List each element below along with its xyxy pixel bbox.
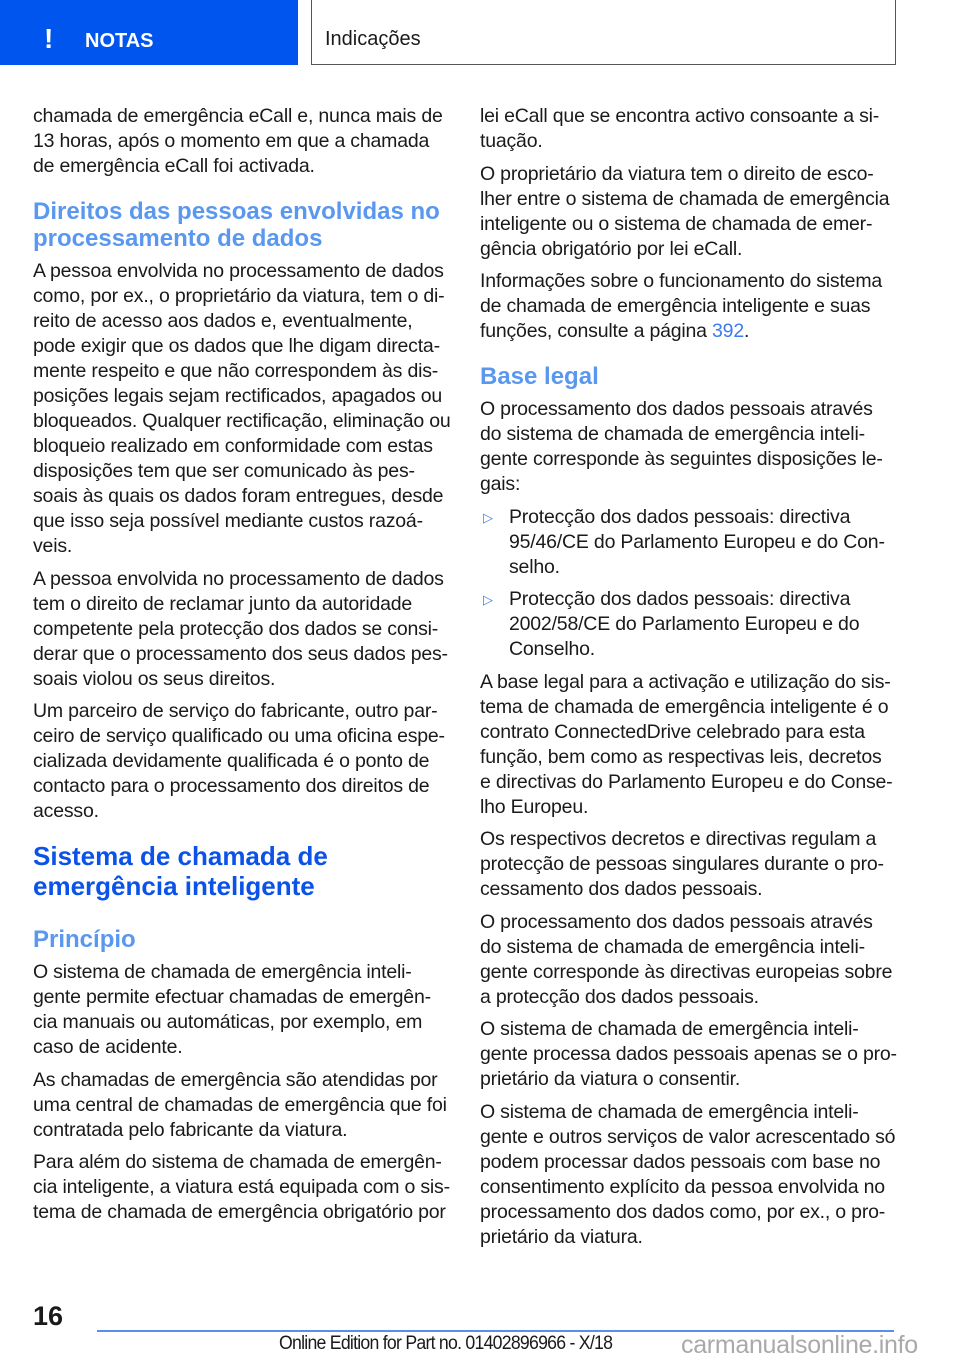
paragraph: chamada de emergência eCall e, nunca mais de 13 horas, após o momento em que a chamada de emergência eCall foi activada. [33, 105, 443, 177]
heading-data-subject-rights: Direitos das pessoas envolvidas no processamento de dados [33, 198, 440, 252]
exclamation-icon: ! [44, 23, 54, 54]
heading-intelligent-emergency-call: Sistema de chamada de emergência inteligente [33, 841, 328, 901]
paragraph: O sistema de chamada de emergência inteli- gente permite efectuar chamadas de emergên- cia manuais ou automáticas, por exemplo, em caso de acidente. [33, 961, 431, 1058]
page-link-392[interactable]: 392 [712, 320, 744, 342]
paragraph: O sistema de chamada de emergência inteli- gente processa dados pessoais apenas se o pro- prietário da viatura o consentir. [480, 1018, 897, 1090]
list-item [480, 505, 898, 580]
paragraph: lei eCall que se encontra activo consoante a si- tuação. [480, 105, 880, 152]
paragraph: O processamento dos dados pessoais através do sistema de chamada de emergência inteli- gente corresponde às seguintes disposições le- gais: [480, 398, 883, 495]
paragraph: As chamadas de emergência são atendidas por uma central de chamadas de emergência que foi contratada pelo fabricante da viatura. [33, 1068, 447, 1141]
heading-legal-basis: Base legal [480, 363, 599, 390]
list-item-text: Protecção dos dados pessoais: directiva 95/46/CE do Parlamento Europeu e do Con- selho. [509, 505, 885, 578]
triangle-bullet-icon: ▷ [483, 509, 493, 525]
paragraph: A pessoa envolvida no processamento de dados tem o direito de reclamar junto da autoridade competente pela protecção dos dados se consi- derar que o processamento dos seus dados pes- soais violou os seus direitos. [33, 567, 448, 690]
paragraph-with-link [480, 269, 898, 344]
paragraph: Para além do sistema de chamada de emergên- cia inteligente, a viatura está equipada com o sis- tema de chamada de emergência obrigatório por [33, 1151, 450, 1223]
watermark: carmanualsonline.info [681, 1331, 918, 1359]
paragraph-text: Informações sobre o funcionamento do sistema de chamada de emergência inteligente e suas funções, consulte a página [480, 270, 883, 342]
section-label: NOTAS [85, 30, 154, 52]
subsection-box [311, 0, 896, 65]
heading-principle: Princípio [33, 926, 136, 953]
paragraph: A base legal para a activação e utilização do sis- tema de chamada de emergência inteligente é o contrato ConnectedDrive celebrado para esta função, bem como as respectivas leis, decretos e directivas do Parlamento Europeu e do Conse- lho Europeu. [480, 670, 893, 818]
section-tab-notas [0, 0, 298, 65]
paragraph: A pessoa envolvida no processamento de dados como, por ex., o proprietário da viatura, tem o di- reito de acesso aos dados e, eventualmente, pode exigir que os dados que lhe digam directa- mente respeito e que não correspondem às dis- posições legais sejam rectificados, apagados ou bloqueados. Qualquer rectificação, eliminação ou bloqueio realizado em conformidade com estas disposições tem que ser comunicado às pes- soais às quais os dados foram entregues, desde que isso seja possível mediante custos razoá- veis. [33, 260, 451, 557]
paragraph: Os respectivos decretos e directivas regulam a protecção de pessoas singulares durante o pro- cessamento dos dados pessoais. [480, 828, 884, 900]
edition-text: Online Edition for Part no. 01402896966 - X/18 [279, 1333, 613, 1354]
paragraph: O sistema de chamada de emergência inteli- gente e outros serviços de valor acrescentado só podem processar dados pessoais com base no consentimento explícito da pessoa envolvida no processamento dos dados como, por ex., o pro- prietário da viatura. [480, 1100, 896, 1248]
list-item [480, 587, 898, 662]
page-number: 16 [33, 1301, 64, 1331]
right-column [480, 104, 898, 1257]
left-column [33, 104, 451, 1233]
triangle-bullet-icon: ▷ [483, 592, 493, 607]
paragraph-end: . [743, 320, 750, 342]
paragraph: Um parceiro de serviço do fabricante, outro par- ceiro de serviço qualificado ou uma oficina espe- cializada devidamente qualificada é o ponto de contacto para o processamento dos direitos de acesso. [33, 700, 445, 822]
subsection-label: Indicações [325, 28, 421, 50]
list-item-text: Protecção dos dados pessoais: directiva 2002/58/CE do Parlamento Europeu e do Conselho. [509, 588, 860, 660]
paragraph: O processamento dos dados pessoais através do sistema de chamada de emergência inteli- gente corresponde às directivas europeias sobre a protecção dos dados pessoais. [480, 910, 893, 1008]
paragraph: O proprietário da viatura tem o direito de esco- lher entre o sistema de chamada de emergência inteligente ou o sistema de chamada de emer- gência obrigatório por lei eCall. [480, 162, 890, 260]
